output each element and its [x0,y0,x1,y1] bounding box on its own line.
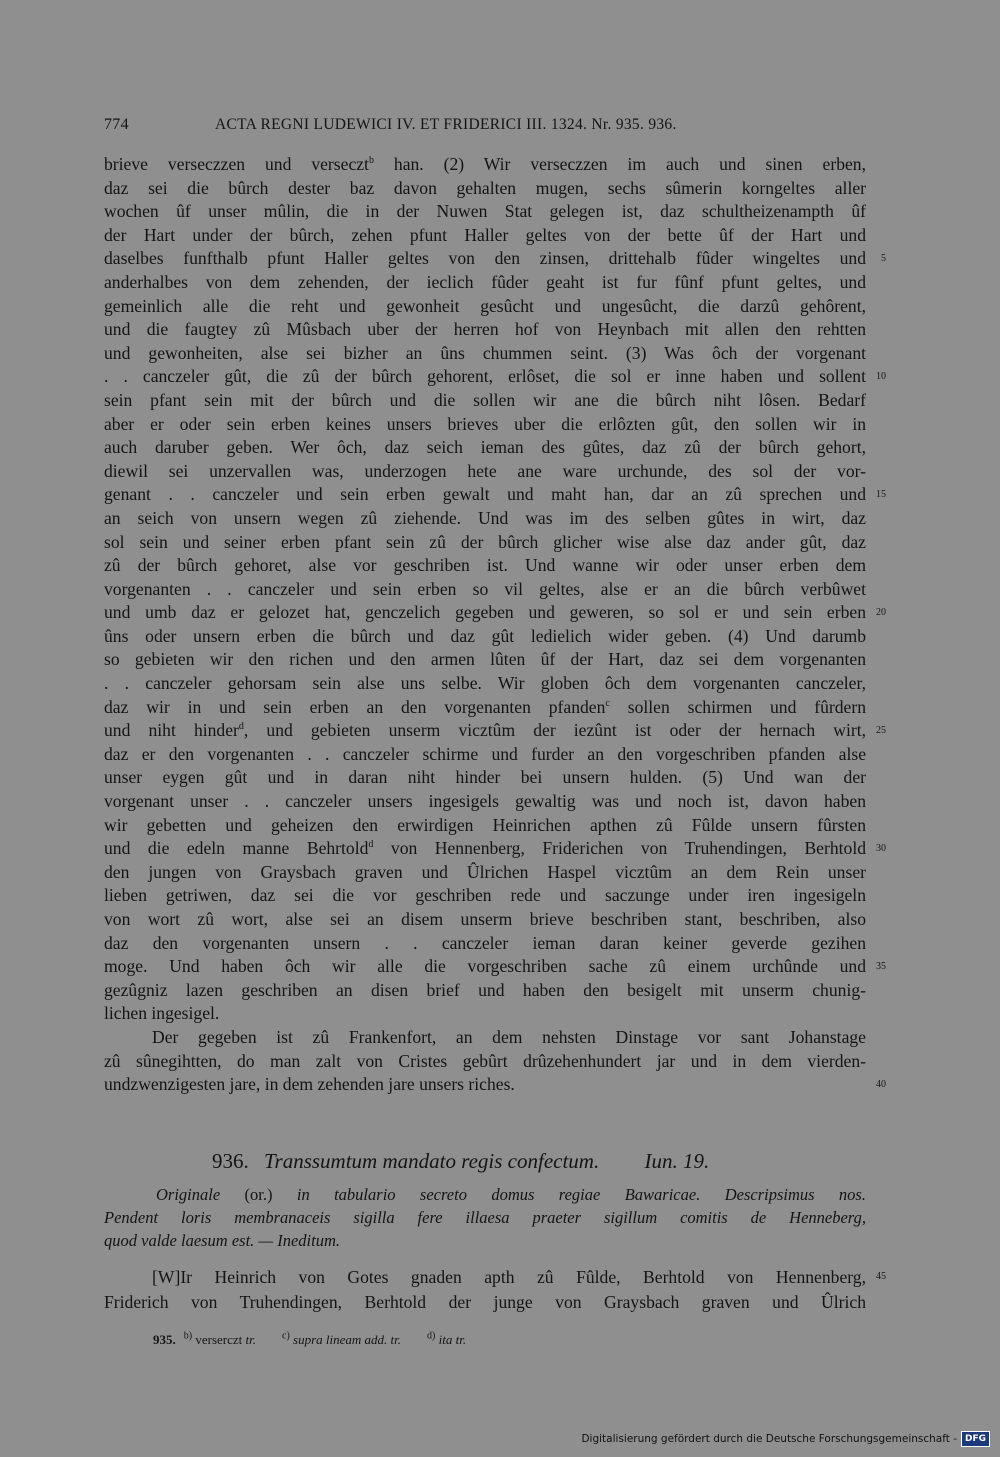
line-text: den jungen von Graysbach graven und Ûlrichen Haspel vicztûm an dem Rein unser [104,861,866,882]
line-text: und die edeln manne Behrtold [104,838,369,859]
text-line [104,908,866,932]
line-text: . . canczeler gehorsam sein alse uns selbe. Wir globen ôch dem vorgenanten canczeler, [104,673,866,694]
line-text: moge. Und haben ôch wir alle die vorgeschriben sache zû einem urchûnde und [104,956,866,977]
text-line [104,955,886,979]
document-936-heading [212,1149,709,1174]
page-number: 774 [104,116,129,133]
text-line [104,436,866,460]
description-text: Pendent loris membranaceis sigilla fere illaesa praeter sigillum comitis de Henneberg, [104,1208,866,1228]
line-number: 10 [876,371,886,383]
footnote-mark: c) [282,1330,290,1342]
text-line [104,1073,886,1097]
line-text: daselbes funfthalb pfunt Haller geltes von den zinsen, drittehalb fûder wingeltes und [104,248,866,269]
text-line [104,1002,866,1026]
description-line [104,1229,866,1252]
description-text: (or.) [244,1185,273,1204]
line-text: aber er oder sein erben keines unsers brieves uber die erlôzten gût, den sollen wir in [104,413,866,434]
line-text-cont: han. (2) Wir verseczzen im auch und sinen erben, [373,154,866,174]
document-title: Transsumtum mandato regis confectum. [264,1149,600,1173]
footnote-reference: 935. [153,1332,176,1347]
text-line [104,177,866,201]
text-line [104,1026,866,1050]
line-text: gemeinlich alle die reht und gewonheit gesûcht und ungesûcht, die darzû gehôrent, [104,295,866,316]
footnote-mark: d [238,721,244,733]
line-text: vorgenant unser . . canczeler unsers ingesigels gewaltig was und noch ist, davon haben [104,791,866,812]
footnote-mark: b) [183,1330,193,1342]
line-text: Friderich von Truhendingen, Berhtold der junge von Graysbach graven und Ûlrich [104,1291,866,1312]
footnote-tr: tr. [245,1332,256,1347]
line-text: unser eygen gût und in daran niht hinder bei unsern hulden. (5) Und wan der [104,767,866,788]
line-text: [W]Ir Heinrich von Gotes gnaden apth zû Fûlde, Berhtold von Hennenberg, [152,1267,866,1287]
text-line [104,318,866,342]
text-line [104,625,866,649]
description-text: Originale [156,1185,245,1204]
line-text: sein pfant sein mit der bûrch und die sollen wir ane die bûrch niht lôsen. Bedarf [104,389,866,410]
footnote-item [282,1332,401,1347]
text-line [104,247,886,271]
footnotes [153,1332,492,1348]
text-line [104,153,866,177]
line-text: daz sei die bûrch dester baz davon gehalten mugen, sechs sûmerin korngeltes aller [104,177,866,198]
text-line [104,389,866,413]
line-text: brieve verseczzen und verseczt [104,154,369,174]
text-line [104,1290,866,1315]
footnote-mark: d [368,839,374,851]
text-line [104,743,866,767]
line-number: 45 [876,1271,886,1282]
text-line [104,601,886,625]
footnote-text: supra lineam add. [289,1332,391,1347]
text-line [104,483,886,507]
description-line [104,1206,866,1229]
text-line [104,365,886,389]
line-number: 40 [876,1079,886,1091]
text-line [104,814,866,838]
description-line [104,1183,866,1206]
line-text: lichen ingesigel. [104,1003,220,1024]
text-line [104,861,866,885]
line-text: gezûgniz lazen geschriben an disen brief und haben den besigelt mit unserm chunig- [104,979,866,1000]
footnote-item [427,1332,466,1347]
text-line [104,554,866,578]
line-text: diewil sei unzervallen was, underzogen hete ane ware urchunde, des sol der vor- [104,460,866,481]
digitization-footer [581,1431,990,1447]
line-text: Der gegeben ist zû Frankenfort, an dem nehsten Dinstage vor sant Johanstage [152,1026,866,1047]
line-text: der Hart under der bûrch, zehen pfunt Haller geltes von der bette ûf der Hart und [104,224,866,245]
text-line [104,1265,886,1290]
line-number: 35 [876,961,886,973]
line-text: genant . . canczeler und sein erben gewalt und maht han, dar an zû sprechen und [104,484,866,505]
text-line [104,342,866,366]
footnote-text: ita [435,1332,456,1347]
text-line [104,413,866,437]
text-line [104,578,866,602]
footnote-mark: c [605,697,610,709]
text-line [104,696,866,720]
footnote-mark: b [368,155,374,167]
line-text: sol sein und seiner erben pfant sein zû der bûrch glicher wise alse daz ander gût, daz [104,531,866,552]
line-text: so gebieten wir den richen und den armen lûten ûf der Hart, daz sei dem vorgenanten [104,649,866,670]
footnote-tr: tr. [455,1332,467,1347]
line-text: von wort zû wort, alse sei an disem unserm brieve beschriben stant, beschriben, also [104,909,866,929]
document-number: 936. [212,1149,249,1173]
line-text: daz wir in und sein erben an den vorgenanten pfanden [104,696,606,717]
description-text: quod valde laesum est. — Ineditum. [104,1231,341,1251]
line-text: lieben getriwen, daz sei die vor geschriben rede und saczunge under iren ingesigeln [104,885,866,906]
text-line [104,295,866,319]
line-number: 15 [876,489,886,501]
line-text: anderhalbes von dem zehenden, der ieclich fûder geaht ist fur fûnf pfunt geltes, und [104,271,866,292]
document-date: Iun. 19. [644,1149,710,1173]
line-text: . . canczeler gût, die zû der bûrch gehorent, erlôset, die sol er inne haben und sollent [104,366,866,387]
line-text-cont: sollen schirmen und fûrdern [609,696,867,717]
description-text: in tabulario secreto domus regiae Bawaricae. Descripsimus nos. [272,1185,866,1204]
footer-text: Digitalisierung gefördert durch die Deutsche Forschungsgemeinschaft - [581,1433,957,1445]
line-text: und umb daz er gelozet hat, genczelich gegeben und geweren, so sol er und sein erben [104,602,866,623]
line-text: wir gebetten und geheizen den erwirdigen Heinrichen apthen zû Fûlde unsern fûrsten [104,814,866,835]
text-line [104,460,866,484]
text-line [104,979,866,1003]
text-line [104,507,866,531]
line-text: daz er den vorgenanten . . canczeler schirme und furder an den vorgeschriben pfanden alse [104,743,866,764]
line-text: und niht hinder [104,720,239,741]
line-text: vorgenanten . . canczeler und sein erben so vil geltes, alse er an die bûrch verbûwet [104,578,866,599]
text-line [104,531,866,555]
line-text: daz den vorgenanten unsern . . canczeler ieman daran keiner geverde gezihen [104,932,866,953]
line-text: zû der bûrch gehoret, alse vor geschriben ist. Und wanne wir oder unser erben dem [104,555,866,576]
text-line [104,648,866,672]
line-number: 5 [881,253,886,265]
text-line [104,766,866,790]
line-text: ûns oder unsern erben die bûrch und daz gût ledielich wider geben. (4) Und darumb [104,625,866,646]
line-text-cont: von Hennenberg, Friderichen von Truhendingen, Berhtold [373,838,867,859]
line-text: undzwenzigesten jare, in dem zehenden jare unsers riches. [104,1074,515,1095]
line-number: 20 [876,607,886,619]
footnote-item [184,1332,256,1347]
text-line [104,224,866,248]
text-line [104,672,866,696]
text-line [104,884,866,908]
running-title: ACTA REGNI LUDEWICI IV. ET FRIDERICI III. 1324. Nr. 935. 936. [215,116,677,133]
text-line [104,200,866,224]
document-936-description [104,1183,866,1253]
footnote-mark: d) [427,1330,436,1342]
footnote-tr: tr. [390,1332,402,1347]
line-text: und die faugtey zû Mûsbach uber der herren hof von Heynbach mit allen den rehtten [104,319,866,340]
text-line [104,837,886,861]
line-text: auch daruber geben. Wer ôch, daz seich ieman des gûtes, daz zû der bûrch gehort, [104,437,866,458]
text-line [104,271,866,295]
text-line [104,1050,866,1074]
document-935-text [104,153,886,1097]
text-line [104,932,866,956]
line-number: 30 [876,843,886,855]
text-line [104,719,886,743]
line-text: und gewonheiten, alse sei bizher an ûns chummen seint. (3) Was ôch der vorgenant [104,342,866,363]
text-line [104,790,866,814]
line-text-cont: , und gebieten unserm vicztûm der iezûnt ist oder der hernach wirt, [243,720,866,741]
line-text: zû sûnegihtten, do man zalt von Cristes gebûrt drûzehenhundert jar und in dem vierden- [104,1050,866,1071]
document-936-text [104,1265,886,1314]
line-number: 25 [876,725,886,737]
line-text: wochen ûf unser mûlin, die in der Nuwen Stat gelegen ist, daz schultheizenampth ûf [104,201,866,222]
footnote-text: verserczt [192,1332,246,1347]
line-text: an seich von unsern wegen zû ziehende. Und was im des selben gûtes in wirt, daz [104,507,866,528]
dfg-logo: DFG [961,1431,990,1447]
